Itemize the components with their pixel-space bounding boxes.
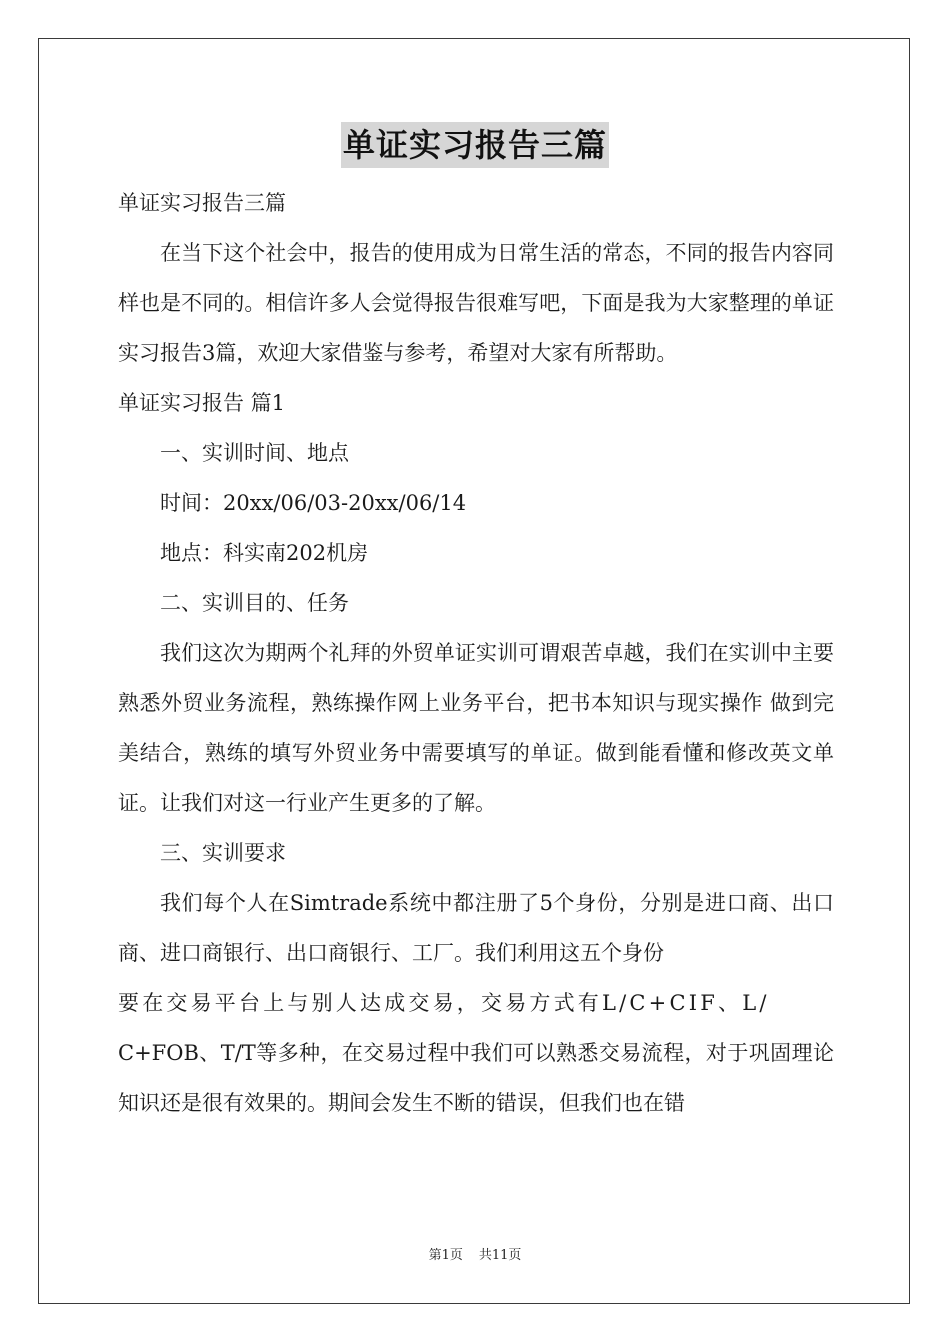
intro-paragraph: 在当下这个社会中，报告的使用成为日常生活的常态，不同的报告内容同样也是不同的。相信许多人会觉得报告很难写吧，下面是我为大家整理的单证实习报告3篇，欢迎大家借鉴与参考，希望对大家有所帮助。 [118,241,834,365]
requirements-paragraph-start: 我们每个人在Simtrade系统中都注册了5个身份，分别是进口商、出口商、进口商银行、出口商银行、工厂。我们利用这五个身份 [118,891,834,965]
heading-requirements: 三、实训要求 [160,841,286,865]
time-line: 时间：20xx/06/03-20xx/06/14 [160,491,467,515]
document-title: 单证实习报告三篇 [341,122,609,168]
purpose-paragraph: 我们这次为期两个礼拜的外贸单证实训可谓艰苦卓越，我们在实训中主要熟悉外贸业务流程，熟练操作网上业务平台，把书本知识与现实操作 做到完美结合，熟练的填写外贸业务中需要填写的单证。做到能看懂和修改英文单证。让我们对这一行业产生更多的了解。 [118,641,834,815]
section-heading-part1: 单证实习报告 篇1 [118,391,286,415]
subtitle-paragraph: 单证实习报告三篇 [118,191,286,215]
page-total: 共11页 [478,1248,522,1263]
requirements-paragraph-end: C+FOB、T/T等多种，在交易过程中我们可以熟悉交易流程，对于巩固理论知识还是很有效果的。期间会发生不断的错误，但我们也在错 [118,1041,834,1115]
location-line: 地点：科实南202机房 [160,541,369,565]
document-body [118,178,834,1128]
heading-time-location: 一、实训时间、地点 [160,441,349,465]
page-footer [0,1246,950,1266]
requirements-paragraph-spread-line: 要在交易平台上与别人达成交易，交易方式有L/C+CIF、L/ [118,991,770,1015]
title-container [0,122,950,168]
page-number: 第1页 [428,1248,463,1263]
heading-purpose-task: 二、实训目的、任务 [160,591,349,615]
